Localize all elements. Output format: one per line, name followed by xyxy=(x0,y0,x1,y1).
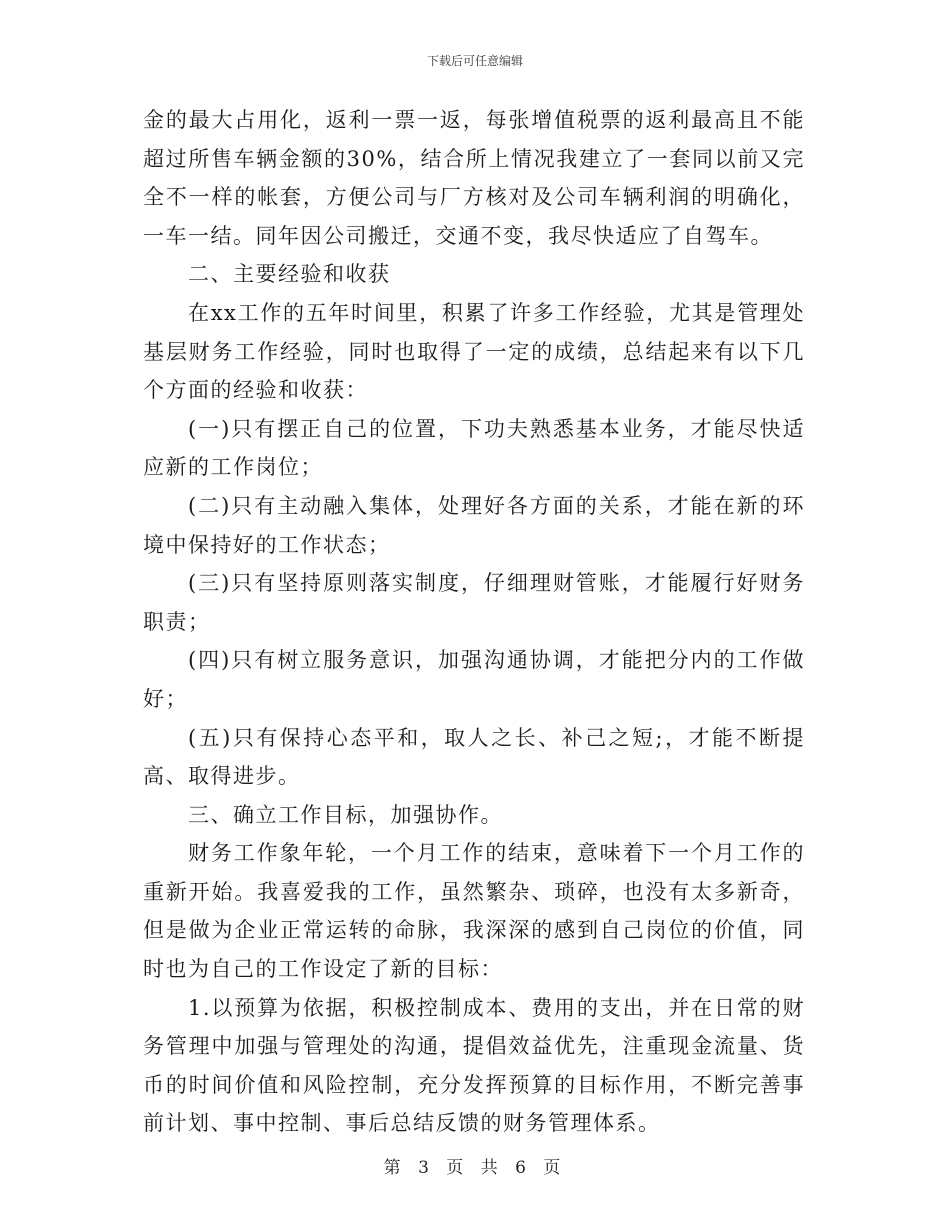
paragraph: 财务工作象年轮，一个月工作的结束，意味着下一个月工作的重新开始。我喜爱我的工作，虽然繁杂、琐碎，也没有太多新奇，但是做为企业正常运转的命脉，我深深的感到自己岗位的价值，同时也为自己的工作设定了新的目标： xyxy=(143,841,805,982)
list-item: (四)只有树立服务意识，加强沟通协调，才能把分内的工作做好； xyxy=(143,648,805,711)
paragraph: 金的最大占用化，返利一票一返，每张增值税票的返利最高且不能超过所售车辆金额的30%，结合所上情况我建立了一套同以前又完全不一样的帐套，方便公司与厂方核对及公司车辆利润的明确化，一车一结。同年因公司搬迁，交通不变，我尽快适应了自驾车。 xyxy=(143,108,805,248)
document-body xyxy=(143,101,805,1143)
list-item: (二)只有主动融入集体，处理好各方面的关系，才能在新的环境中保持好的工作状态； xyxy=(143,493,805,557)
list-item: (五)只有保持心态平和，取人之长、补己之短;，才能不断提高、取得进步。 xyxy=(143,725,805,789)
section-heading: 三、确立工作目标，加强协作。 xyxy=(188,802,503,827)
paragraph: 在xx工作的五年时间里，积累了许多工作经验，尤其是管理处基层财务工作经验，同时也取得了一定的成绩，总结起来有以下几个方面的经验和收获： xyxy=(143,300,805,403)
list-item: (三)只有坚持原则落实制度，仔细理财管账，才能履行好财务职责； xyxy=(143,571,805,634)
list-item: (一)只有摆正自己的位置，下功夫熟悉基本业务，才能尽快适应新的工作岗位； xyxy=(143,416,805,480)
page-number: 第 3 页 共 6 页 xyxy=(383,1158,567,1178)
section-heading: 二、主要经验和收获 xyxy=(188,262,391,287)
page-header: 下载后可任意编辑 xyxy=(426,54,523,68)
list-item: 1.以预算为依据，积极控制成本、费用的支出，并在日常的财务管理中加强与管理处的沟通，提倡效益优先，注重现金流量、货币的时间价值和风险控制，充分发挥预算的目标作用，不断完善事前计划、事中控制、事后总结反馈的财务管理体系。 xyxy=(143,995,805,1136)
